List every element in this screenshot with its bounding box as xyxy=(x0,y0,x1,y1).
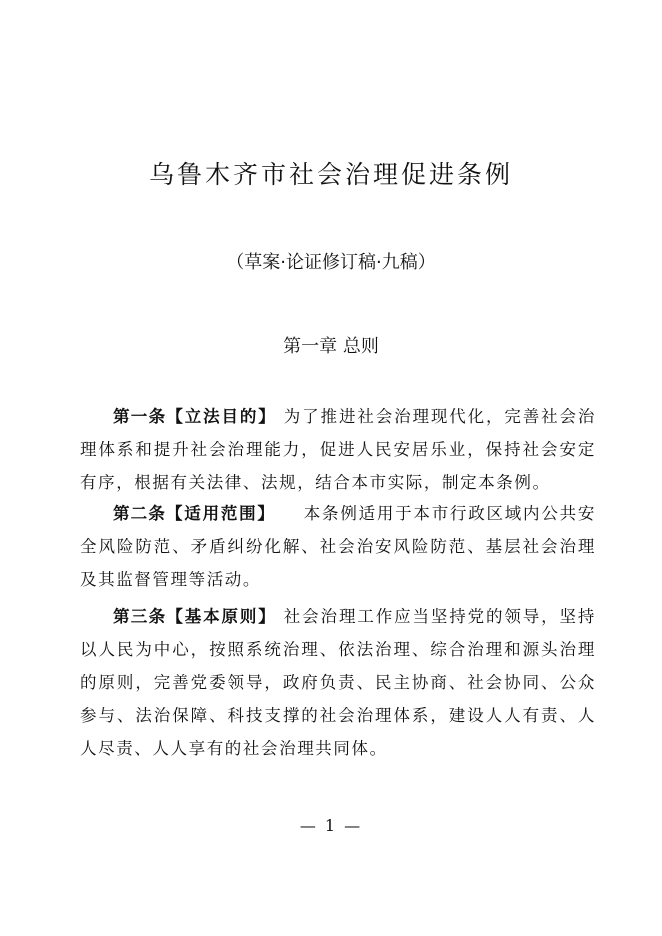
article-1-number: 第一条 xyxy=(113,407,167,426)
article-3-body: 社会治理工作应当坚持党的领导，坚持以人民为中心，按照系统治理、依法治理、综合治理和源头治理的原则，完善党委领导，政府负责、民主协商、社会协同、公众参与、法治保障、科技支撑的社会治理体系，建设人人有责、人人尽责、人人享有的社会治理共同体。 xyxy=(80,607,597,758)
article-3 xyxy=(80,600,596,765)
article-3-number: 第三条 xyxy=(113,607,167,626)
article-1-heading: 【立法目的】 xyxy=(166,407,277,426)
article-3-heading: 【基本原则】 xyxy=(166,607,277,626)
chapter-title: 第一章 总则 xyxy=(283,336,379,357)
article-1 xyxy=(80,400,596,499)
article-2-body: 本条例适用于本市行政区域内公共安全风险防范、矛盾纠纷化解、社会治安风险防范、基层社会治理及其监督管理等活动。 xyxy=(80,504,596,589)
page-number: — 1 — xyxy=(299,816,363,835)
article-1-body: 为了推进社会治理现代化，完善社会治理体系和提升社会治理能力，促进人民安居乐业，保持社会安定有序，根据有关法律、法规，结合本市实际，制定本条例。 xyxy=(80,407,597,492)
document-subtitle: （草案·论证修订稿·九稿） xyxy=(226,252,436,273)
article-2 xyxy=(80,497,596,596)
article-2-number: 第二条 xyxy=(113,504,167,523)
article-2-heading: 【适用范围】 xyxy=(166,504,276,523)
document-title: 乌鲁木齐市社会治理促进条例 xyxy=(148,160,513,189)
